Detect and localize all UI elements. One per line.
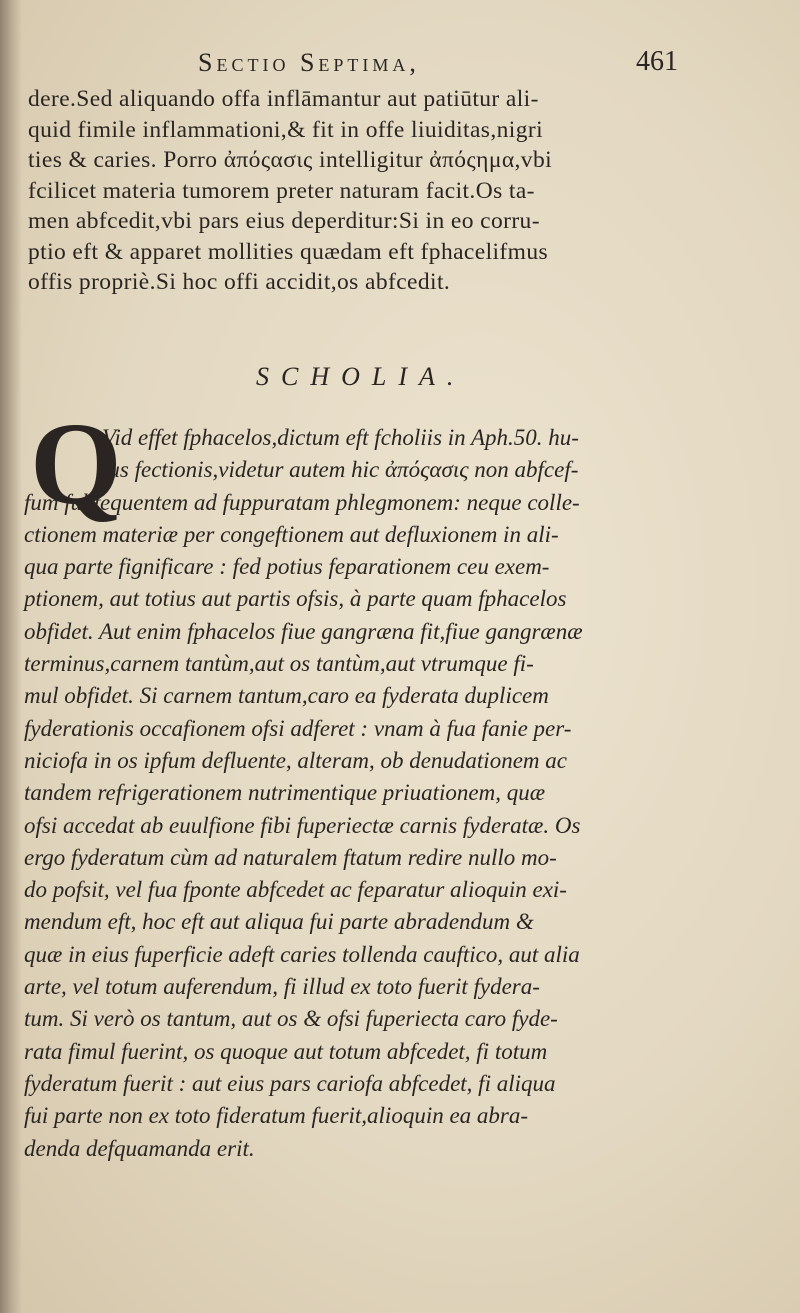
scholia-text [24, 422, 754, 1165]
page-header [0, 46, 800, 86]
scholia-line: niciofa in os ipfum defluente, alteram, ob denudationem ac [24, 747, 567, 773]
scholia-line: quæ in eius fuperficie adeft caries tollenda cauftico, aut alia [24, 941, 580, 967]
scholia-line: mul obfidet. Si carnem tantum,caro ea fyderata duplicem [24, 683, 549, 709]
page-number: 461 [636, 46, 678, 77]
scholia-line: mendum eft, hoc eft aut aliqua fui parte abradendum & [24, 909, 534, 935]
scholia-line: tandem refrigerationem nutrimentique priuationem, quæ [24, 780, 546, 806]
scholia-line: tum. Si verò os tantum, aut os & ofsi fuperiecta caro fyde- [24, 1006, 558, 1032]
scholia-line: terminus,carnem tantùm,aut os tantùm,aut vtrumque fi- [24, 651, 534, 677]
scholia-line: Vid effet fphacelos,dictum eft fcholiis in Aph.50. hu- [102, 425, 579, 450]
scholia-line: fyderationis occafionem ofsi adferet : vnam à fua fanie per- [24, 715, 572, 741]
scholia-line: arte, vel totum auferendum, fi illud ex toto fuerit fydera- [24, 974, 540, 1000]
scholia-line: ergo fyderatum cùm ad naturalem ftatum redire nullo mo- [24, 844, 557, 870]
scholia-line: ius fectionis,videtur autem hic ἀπόςασις non abfcef- [102, 457, 579, 483]
scholia-line: fui parte non ex toto fideratum fuerit,alioquin ea abra- [24, 1103, 529, 1129]
text-line: fcilicet materia tumorem preter naturam facit.Os ta- [28, 177, 535, 204]
body-text [28, 84, 718, 298]
binding-gutter [0, 0, 22, 1313]
scholia-heading: SCHOLIA. [256, 362, 466, 391]
text-line: quid fimile inflammationi,& fit in offe liuiditas,nigri [28, 116, 543, 143]
text-line: offis propriè.Si hoc offi accidit,os abfcedit. [28, 269, 451, 295]
drop-cap: Q [30, 398, 122, 529]
scholia-line: ctionem materiæ per congeftionem aut defluxionem in ali- [24, 521, 559, 547]
text-line: men abfcedit,vbi pars eius deperditur:Si in eo corru- [28, 208, 540, 234]
text-line: ties & caries. Porro ἀπόςασις intelligitur ἀπόςημα,vbi [28, 147, 553, 173]
running-title: Sectio Septima, [198, 48, 420, 77]
text-line: ptio eft & apparet mollities quædam eft fphacelifmus [28, 238, 549, 265]
text-line: dere.Sed aliquando offa inflāmantur aut patiūtur ali- [28, 86, 539, 112]
scholia-line: fyderatum fuerit : aut eius pars cariofa abfcedet, fi aliqua [24, 1070, 556, 1096]
scholia-line: denda defquamanda erit. [24, 1135, 255, 1161]
scholia-line: fum fubfequentem ad fuppuratam phlegmonem: neque colle- [24, 489, 580, 515]
scholia-line: ptionem, aut totius aut partis ofsis, à parte quam fphacelos [24, 586, 567, 612]
scholia-line: ofsi accedat ab euulfione fibi fuperiectæ carnis fyderatæ. Os [24, 812, 581, 838]
scholia-line: rata fimul fuerint, os quoque aut totum abfcedet, fi totum [24, 1038, 548, 1064]
scholia-line: qua parte fignificare : fed potius feparationem ceu exem- [24, 554, 550, 580]
scholia-line: do pofsit, vel fua fponte abfcedet ac feparatur alioquin exi- [24, 877, 567, 903]
scholia-line: obfidet. Aut enim fphacelos fiue gangræna fit,fiue gangrænæ [24, 618, 583, 644]
